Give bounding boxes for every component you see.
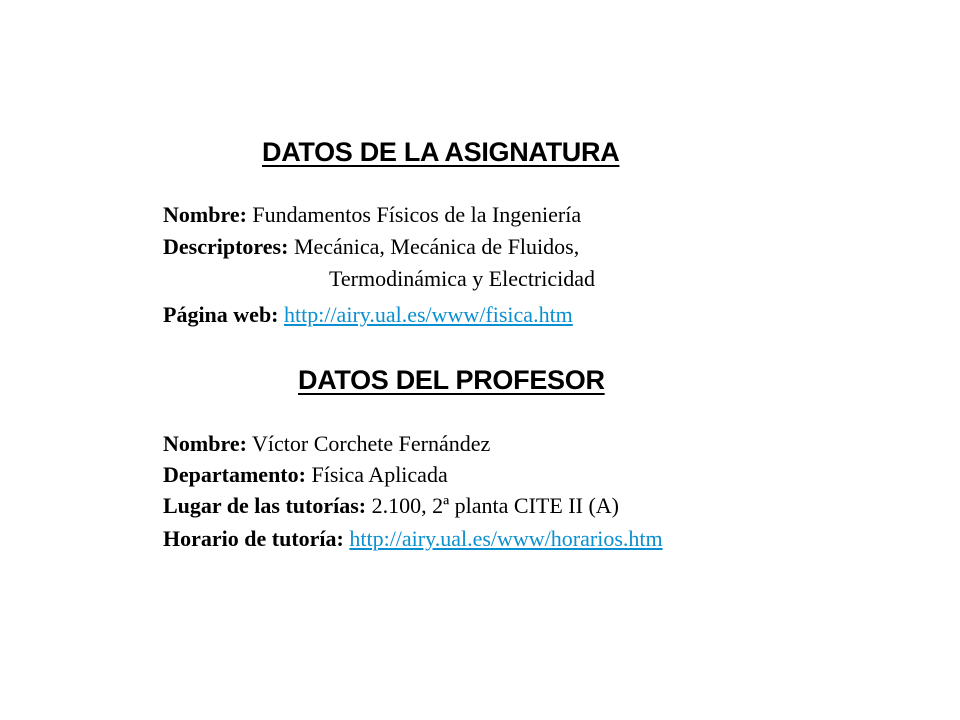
descriptores-continuation: Termodinámica y Electricidad [329,266,596,291]
pagina-web-label: Página web: [163,302,279,327]
departamento-value: Física Aplicada [311,462,448,487]
lugar-tutorias-label: Lugar de las tutorías: [163,493,367,518]
departamento-label: Departamento: [163,462,306,487]
asignatura-heading: DATOS DE LA ASIGNATURA [262,137,620,167]
profesor-nombre-value: Víctor Corchete Fernández [252,431,491,456]
profesor-nombre-row [163,431,490,457]
departamento-row [163,462,448,488]
horario-tutoria-label: Horario de tutoría: [163,526,344,551]
asignatura-nombre-value: Fundamentos Físicos de la Ingeniería [252,202,582,227]
descriptores-row [163,234,579,260]
profesor-nombre-label: Nombre: [163,431,247,456]
pagina-web-link[interactable]: http://airy.ual.es/www/fisica.htm [284,302,573,327]
pagina-web-row [163,302,573,328]
horario-tutoria-row [163,526,663,552]
horario-tutoria-link[interactable]: http://airy.ual.es/www/horarios.htm [349,526,663,551]
lugar-tutorias-row [163,493,619,519]
descriptores-label: Descriptores: [163,234,289,259]
descriptores-value: Mecánica, Mecánica de Fluidos, [293,234,580,259]
profesor-heading: DATOS DEL PROFESOR [298,365,605,395]
asignatura-nombre-label: Nombre: [163,202,247,227]
asignatura-nombre-row [163,202,581,228]
lugar-tutorias-value: 2.100, 2ª planta CITE II (A) [371,493,620,518]
